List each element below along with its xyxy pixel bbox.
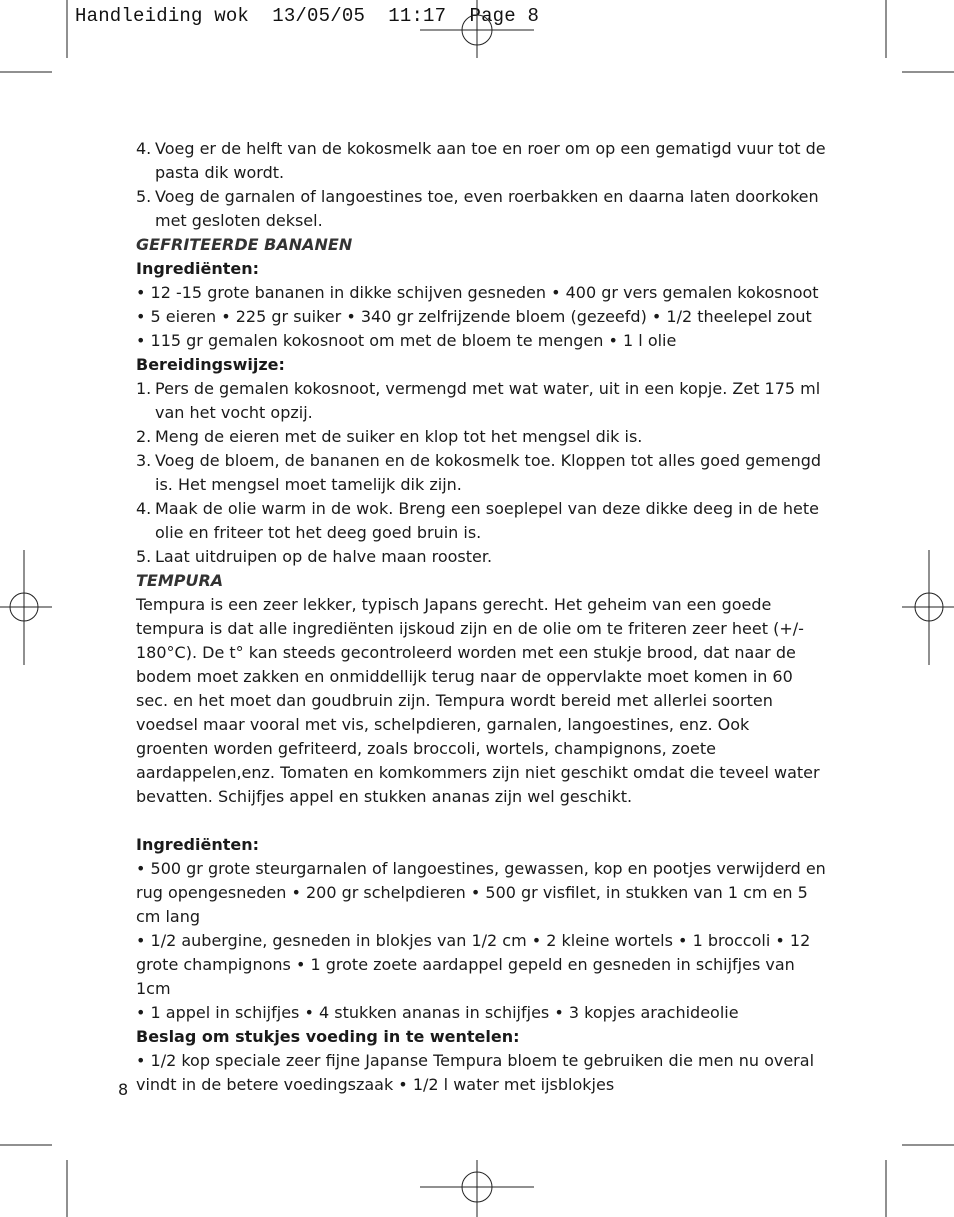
intro-steps (136, 137, 826, 233)
list-item: 4. Maak de olie warm in de wok. Breng een soeplepel van deze dikke deeg in de hete olie en friteer tot het deeg goed bruin is. (136, 499, 819, 542)
bananen-steps (136, 377, 826, 569)
page-content (136, 137, 826, 1097)
print-slug: Handleiding wok 13/05/05 11:17 Page 8 (75, 5, 540, 27)
list-item: 4. Voeg er de helft van de kokosmelk aan toe en roer om op een gematigd vuur tot de pasta dik wordt. (136, 139, 826, 182)
ingredient-line: • 500 gr grote steurgarnalen of langoestines, gewassen, kop en pootjes verwijderd en rug opengesneden • 200 gr schelpdieren • 500 gr visfilet, in stukken van 1 cm en 5 cm lang (136, 859, 826, 926)
ingredient-line: • 115 gr gemalen kokosnoot om met de bloem te mengen • 1 l olie (136, 331, 677, 350)
ingredients-heading: Ingrediënten: (136, 835, 260, 854)
batter-line: • 1/2 kop speciale zeer fijne Japanse Tempura bloem te gebruiken die men nu overal vindt in de betere voedingszaak • 1/2 l water met ijsblokjes (136, 1051, 815, 1094)
batter-heading: Beslag om stukjes voeding in te wentelen: (136, 1027, 520, 1046)
ingredient-line: • 1/2 aubergine, gesneden in blokjes van 1/2 cm • 2 kleine wortels • 1 broccoli • 12 grote champignons • 1 grote zoete aardappel gepeld en gesneden in schijfjes van 1cm (136, 931, 811, 998)
ingredient-line: • 5 eieren • 225 gr suiker • 340 gr zelfrijzende bloem (gezeefd) • 1/2 theelepel zout (136, 307, 812, 326)
section-title-bananen: GEFRITEERDE BANANEN (136, 235, 353, 254)
method-heading: Bereidingswijze: (136, 355, 285, 374)
section-title-tempura: TEMPURA (136, 571, 224, 590)
list-item: 2. Meng de eieren met de suiker en klop tot het mengsel dik is. (136, 427, 643, 446)
spacer (136, 809, 826, 833)
page-number: 8 (118, 1080, 129, 1099)
list-item: 5. Laat uitdruipen op de halve maan rooster. (136, 547, 493, 566)
ingredients-heading: Ingrediënten: (136, 259, 260, 278)
tempura-intro: Tempura is een zeer lekker, typisch Japans gerecht. Het geheim van een goede tempura is dat alle ingrediënten ijskoud zijn en de olie om te friteren zeer heet (+/- 180°C). De t° kan steeds gecontroleerd worden met een stukje brood, dat naar de bodem moet zakken en onmiddellijk terug naar de oppervlakte moet komen in 60 sec. en het moet dan goudbruin zijn. Tempura wordt bereid met allerlei soorten voedsel maar vooral met vis, schelpdieren, garnalen, langoestines, enz. Ook groenten worden gefriteerd, zoals broccoli, wortels, champignons, zoete aardappelen,enz. Tomaten en komkommers zijn niet geschikt omdat die teveel water bevatten. Schijfjes appel en stukken ananas zijn wel geschikt. (136, 595, 820, 806)
list-item: 5. Voeg de garnalen of langoestines toe, even roerbakken en daarna laten doorkoken met gesloten deksel. (136, 187, 819, 230)
ingredient-line: • 12 -15 grote bananen in dikke schijven gesneden • 400 gr vers gemalen kokosnoot (136, 283, 819, 302)
list-item: 3. Voeg de bloem, de bananen en de kokosmelk toe. Kloppen tot alles goed gemengd is. Het mengsel moet tamelijk dik zijn. (136, 451, 822, 494)
list-item: 1. Pers de gemalen kokosnoot, vermengd met wat water, uit in een kopje. Zet 175 ml van het vocht opzij. (136, 379, 821, 422)
ingredient-line: • 1 appel in schijfjes • 4 stukken ananas in schijfjes • 3 kopjes arachideolie (136, 1003, 739, 1022)
